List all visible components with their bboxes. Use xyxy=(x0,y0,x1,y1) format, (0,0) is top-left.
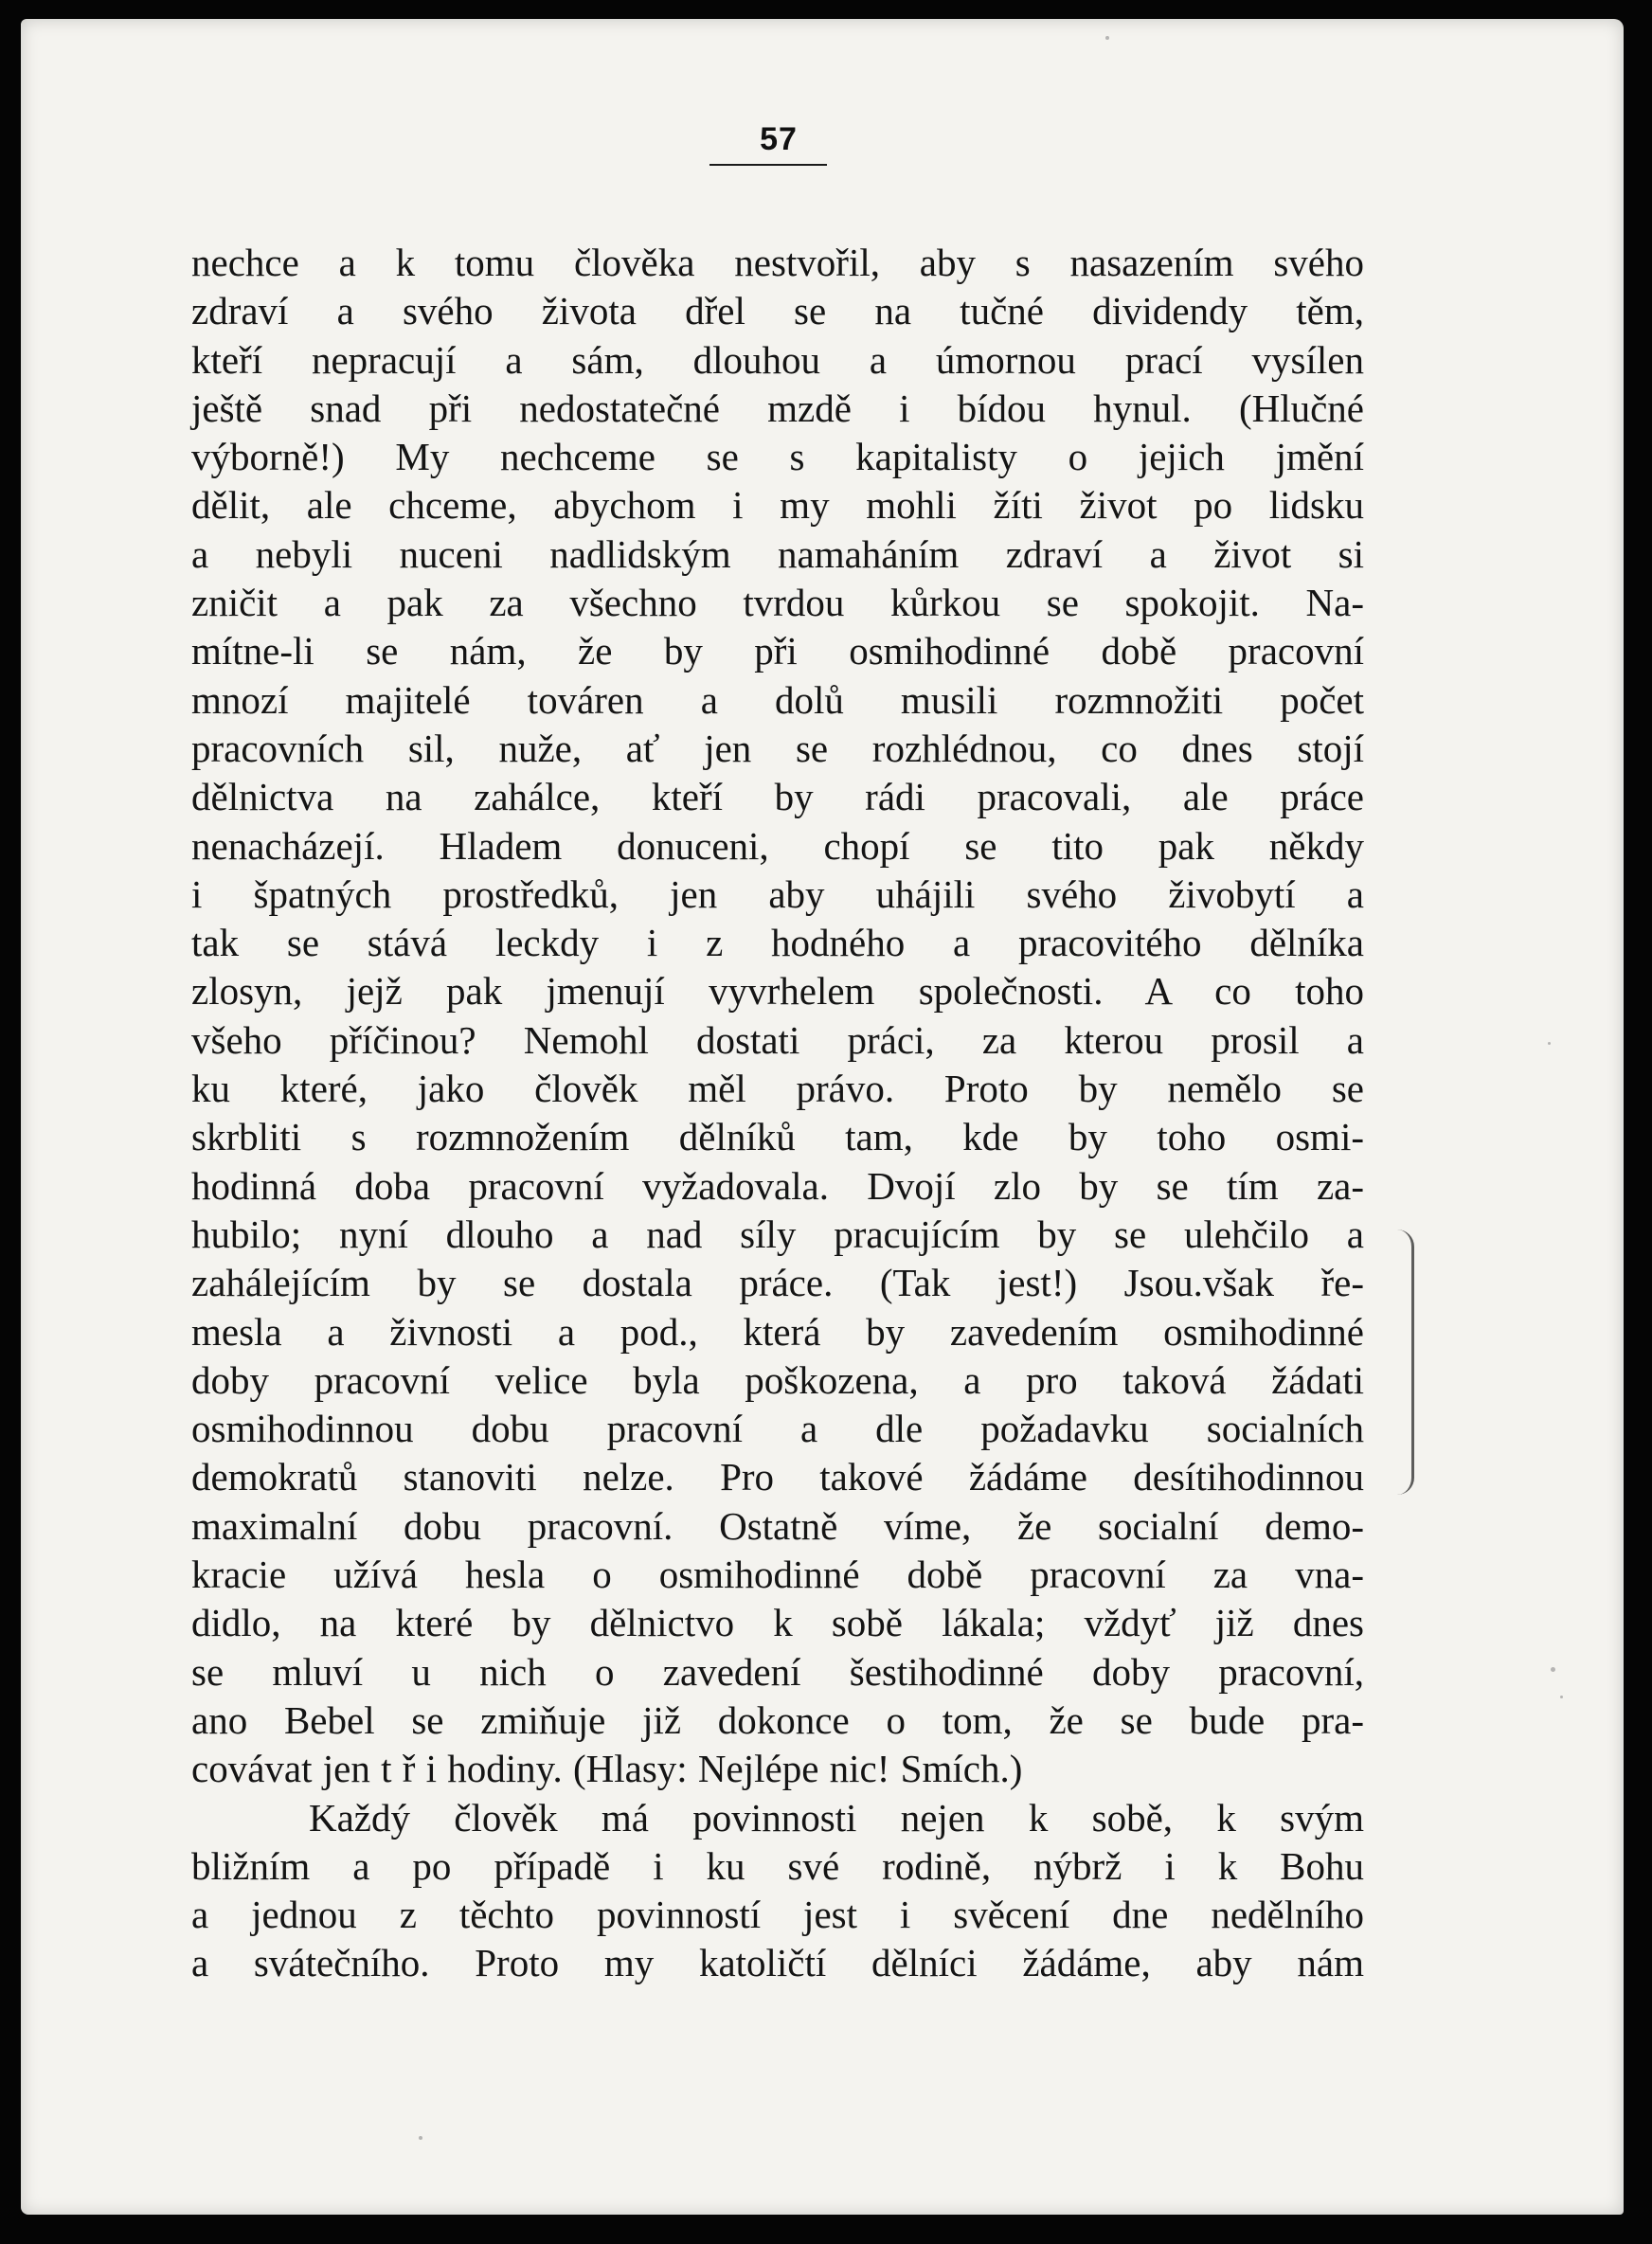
text-line: skrbliti s rozmnožením dělníků tam, kde by toho osmi- xyxy=(191,1115,1364,1159)
text-line: a svátečního. Proto my katoličtí dělníci žádáme, aby nám xyxy=(191,1941,1364,1985)
text-line: covávat jen t ř i hodiny. (Hlasy: Nejlépe nic! Smích.) xyxy=(191,1747,1023,1791)
text-line: maximalní dobu pracovní. Ostatně víme, že socialní demo- xyxy=(191,1503,1364,1548)
text-line: pracovních sil, nuže, ať jen se rozhlédnou, co dnes stojí xyxy=(191,726,1364,770)
text-line: hubilo; nyní dlouho a nad síly pracujícím by se ulehčilo a xyxy=(191,1212,1364,1256)
text-line: zahálejícím by se dostala práce. (Tak jest!) Jsou.však ře- xyxy=(191,1261,1364,1305)
text-line: dělnictva na zahálce, kteří by rádi pracovali, ale práce xyxy=(191,775,1364,819)
text-line: kteří nepracují a sám, dlouhou a úmornou prací vysílen xyxy=(191,337,1364,382)
paper-speck xyxy=(1548,1042,1551,1045)
text-line: mítne-li se nám, že by při osmihodinné době pracovní xyxy=(191,629,1364,673)
text-line: kracie užívá hesla o osmihodinné době pracovní za vna- xyxy=(191,1553,1364,1597)
text-line: bližním a po případě i ku své rodině, nýbrž i k Bohu xyxy=(191,1843,1364,1888)
text-line: a jednou z těchto povinností jest i svěcení dne nedělního xyxy=(191,1893,1364,1937)
text-line: ano Bebel se zmiňuje již dokonce o tom, že se bude pra- xyxy=(191,1697,1364,1742)
margin-bracket-mark xyxy=(1387,1230,1414,1495)
text-line: nechce a k tomu člověka nestvořil, aby s nasazením svého xyxy=(191,241,1364,284)
text-line: dělit, ale chceme, abychom i my mohli žíti život po lidsku xyxy=(191,483,1364,528)
text-line: i špatných prostředků, jen aby uhájili svého živobytí a xyxy=(191,871,1364,916)
text-line: tak se stává leckdy i z hodného a pracovitého dělníka xyxy=(191,921,1364,965)
text-line: všeho příčinou? Nemohl dostati práci, za kterou prosil a xyxy=(191,1017,1364,1062)
text-line-paragraph-start: Každý člověk má povinnosti nejen k sobě, k svým xyxy=(309,1795,1364,1840)
text-line: demokratů stanoviti nelze. Pro takové žádáme desítihodinnou xyxy=(191,1455,1364,1499)
text-line: ještě snad při nedostatečné mzdě i bídou hynul. (Hlučné xyxy=(191,386,1364,430)
text-line: zdraví a svého života dřel se na tučné dividendy těm, xyxy=(191,289,1364,333)
text-line: osmihodinnou dobu pracovní a dle požadavku socialních xyxy=(191,1407,1364,1451)
text-line: a nebyli nuceni nadlidským namaháním zdraví a život si xyxy=(191,531,1364,576)
text-line: výborně!) My nechceme se s kapitalisty o jejich jmění xyxy=(191,435,1364,479)
text-line: doby pracovní velice byla poškozena, a pro taková žádati xyxy=(191,1357,1364,1402)
text-line: se mluví u nich o zavedení šestihodinné doby pracovní, xyxy=(191,1649,1364,1694)
page-number-rule xyxy=(709,164,827,166)
text-line: mnozí majitelé továren a dolů musili rozmnožiti počet xyxy=(191,677,1364,722)
text-line: ku které, jako člověk měl právo. Proto by nemělo se xyxy=(191,1067,1364,1111)
text-line: nenacházejí. Hladem donuceni, chopí se tito pak někdy xyxy=(191,823,1364,868)
body-text xyxy=(191,239,1364,1988)
paper-speck xyxy=(419,2136,422,2140)
paper-speck xyxy=(1560,1696,1563,1698)
paper-speck xyxy=(1551,1667,1555,1672)
text-line: zničit a pak za všechno tvrdou kůrkou se spokojit. Na- xyxy=(191,581,1364,625)
document-page xyxy=(21,19,1624,2215)
text-line: didlo, na které by dělnictvo k sobě lákala; vždyť již dnes xyxy=(191,1601,1364,1645)
paper-speck xyxy=(1105,36,1109,40)
text-line: hodinná doba pracovní vyžadovala. Dvojí zlo by se tím za- xyxy=(191,1163,1364,1208)
page-number: 57 xyxy=(760,121,798,157)
text-line: mesla a živnosti a pod., která by zavedením osmihodinné xyxy=(191,1309,1364,1354)
text-line: zlosyn, jejž pak jmenují vyvrhelem společnosti. A co toho xyxy=(191,969,1364,1014)
